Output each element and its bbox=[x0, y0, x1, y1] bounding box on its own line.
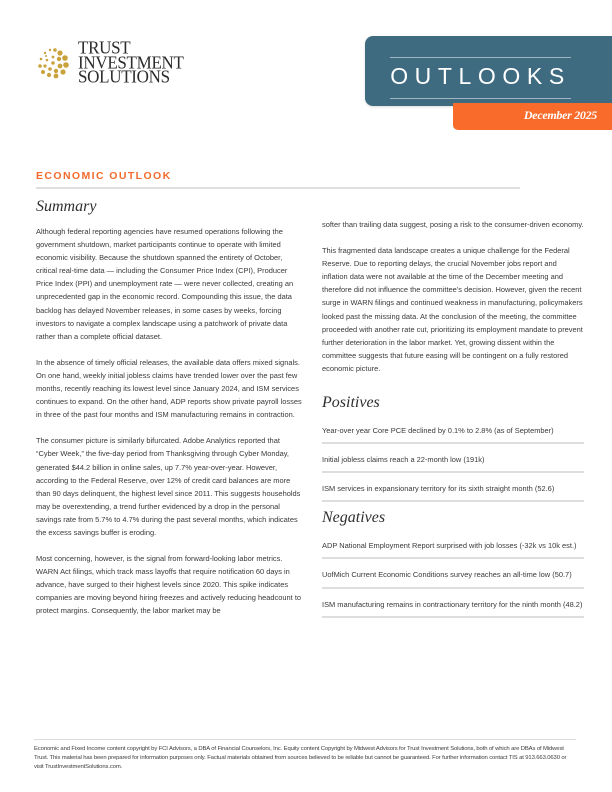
right-column bbox=[322, 218, 584, 623]
positive-item: ISM services in expansionary territory for its sixth straight month (52.6) bbox=[322, 478, 584, 502]
summary-paragraph: Most concerning, however, is the signal from forward-looking labor metrics. WARN Act filings, which track mass layoffs that require notification 60 days in advance, have surged to their highest levels since 2020. This spike indicates companies are moving beyond hiring freezes and actively reducing headcount to protect margins. Consequently, the labor market may be bbox=[36, 554, 302, 616]
logo-line-investment: INVESTMENT bbox=[78, 51, 184, 73]
left-column bbox=[36, 197, 302, 631]
date-tab bbox=[453, 103, 612, 130]
company-logo bbox=[35, 37, 184, 87]
summary-paragraph: The consumer picture is similarly bifurcated. Adobe Analytics reported that “Cyber Week,” the five-day period from Thanksgiving through Cyber Monday, generated $44.2 billion in online sales, up 7.7% year-over-year. However, according to the Federal Reserve, over 12% of credit card balances are more than 90 days delinquent, the highest level since 2011. This suggests households may be overextending, a trend further evidenced by a drop in the personal savings rate from 5.7% to 4.7% during the past several months, which indicates the excess savings buffer is eroding. bbox=[36, 436, 301, 537]
positive-item: Year-over year Core PCE declined by 0.1% to 2.8% (as of September) bbox=[322, 420, 584, 444]
logo-line-solutions: SOLUTIONS bbox=[78, 66, 170, 87]
summary-paragraph: softer than trailing data suggest, posing a risk to the consumer-driven economy. bbox=[322, 220, 584, 229]
footer-divider bbox=[34, 739, 576, 740]
logo-line-trust: TRUST bbox=[78, 37, 131, 58]
negative-item: UofMich Current Economic Conditions survey reaches an all-time low (50.7) bbox=[322, 564, 584, 588]
footer-disclaimer: Economic and Fixed Income content copyright by FCI Advisors, a DBA of Financial Counselors, Inc. Equity content Copyright by Midwest Advisors for Trust Investment Solutions, both of which are DBAs of Midwest Trust. This material has been prepared for information purposes only. Factual materials obtained from sources believed to be reliable but cannot be guaranteed. For further information contact TIS at 913.663.0630 or visit TrustInvestmentSolutions.com. bbox=[34, 746, 567, 770]
negative-item: ADP National Employment Report surprised with job losses (-32k vs 10k est.) bbox=[322, 535, 584, 559]
logo-wordmark bbox=[78, 37, 184, 87]
positives-list bbox=[322, 420, 584, 502]
summary-paragraph: Although federal reporting agencies have resumed operations following the government shutdown, market participants continue to operate with limited economic visibility. Because the shutdown spanned the entirety of October, critical real-time data — including the Consumer Price Index (CPI), Producer Price Index (PPI) and unemployment rate — were never collected, creating an unprecedented gap in the economic record. Compounding this issue, the data backlog has delayed November releases, in some cases by weeks, forcing investors to navigate a complex landscape using a patchwork of private data rather than a complete official dataset. bbox=[36, 227, 294, 341]
outlooks-badge bbox=[365, 36, 612, 106]
positives-heading: Positives bbox=[322, 394, 380, 412]
issue-date: December 2025 bbox=[523, 108, 597, 122]
positive-item: Initial jobless claims reach a 22-month low (191k) bbox=[322, 449, 584, 473]
badge-frame bbox=[390, 57, 571, 99]
summary-paragraph: In the absence of timely official releases, the available data offers mixed signals. On one hand, weekly initial jobless claims have trended lower over the past few months, recently reaching its lowest level since January 2024, and ISM services continues to expand. On the other hand, ADP reports show private payroll losses in three of the past four months and ISM manufacturing remains in contraction. bbox=[36, 357, 302, 420]
section-label: ECONOMIC OUTLOOK bbox=[36, 170, 172, 182]
summary-heading: Summary bbox=[36, 198, 97, 215]
negatives-list bbox=[322, 535, 584, 617]
section-divider bbox=[36, 187, 520, 189]
negative-item: ISM manufacturing remains in contractionary territory for the ninth month (48.2) bbox=[322, 594, 584, 618]
badge-title: OUTLOOKS bbox=[390, 63, 571, 89]
negatives-heading: Negatives bbox=[322, 509, 386, 527]
globe-dots-icon bbox=[35, 44, 71, 80]
summary-paragraph: This fragmented data landscape creates a unique challenge for the Federal Reserve. Due to reporting delays, the crucial November jobs report and inflation data were not available at the time of the December meeting and therefore did not influence the committee’s decision. However, given the recent surge in WARN filings and continued weakness in manufacturing, policymakers looked past the missing data. At the conclusion of the meeting, the committee proceeded with another rate cut, prioritizing its employment mandate to prevent further deterioration in the labor market. Yet, growing dissent within the committee suggests that future easing will be contingent on a fully restored economic picture. bbox=[322, 246, 583, 373]
